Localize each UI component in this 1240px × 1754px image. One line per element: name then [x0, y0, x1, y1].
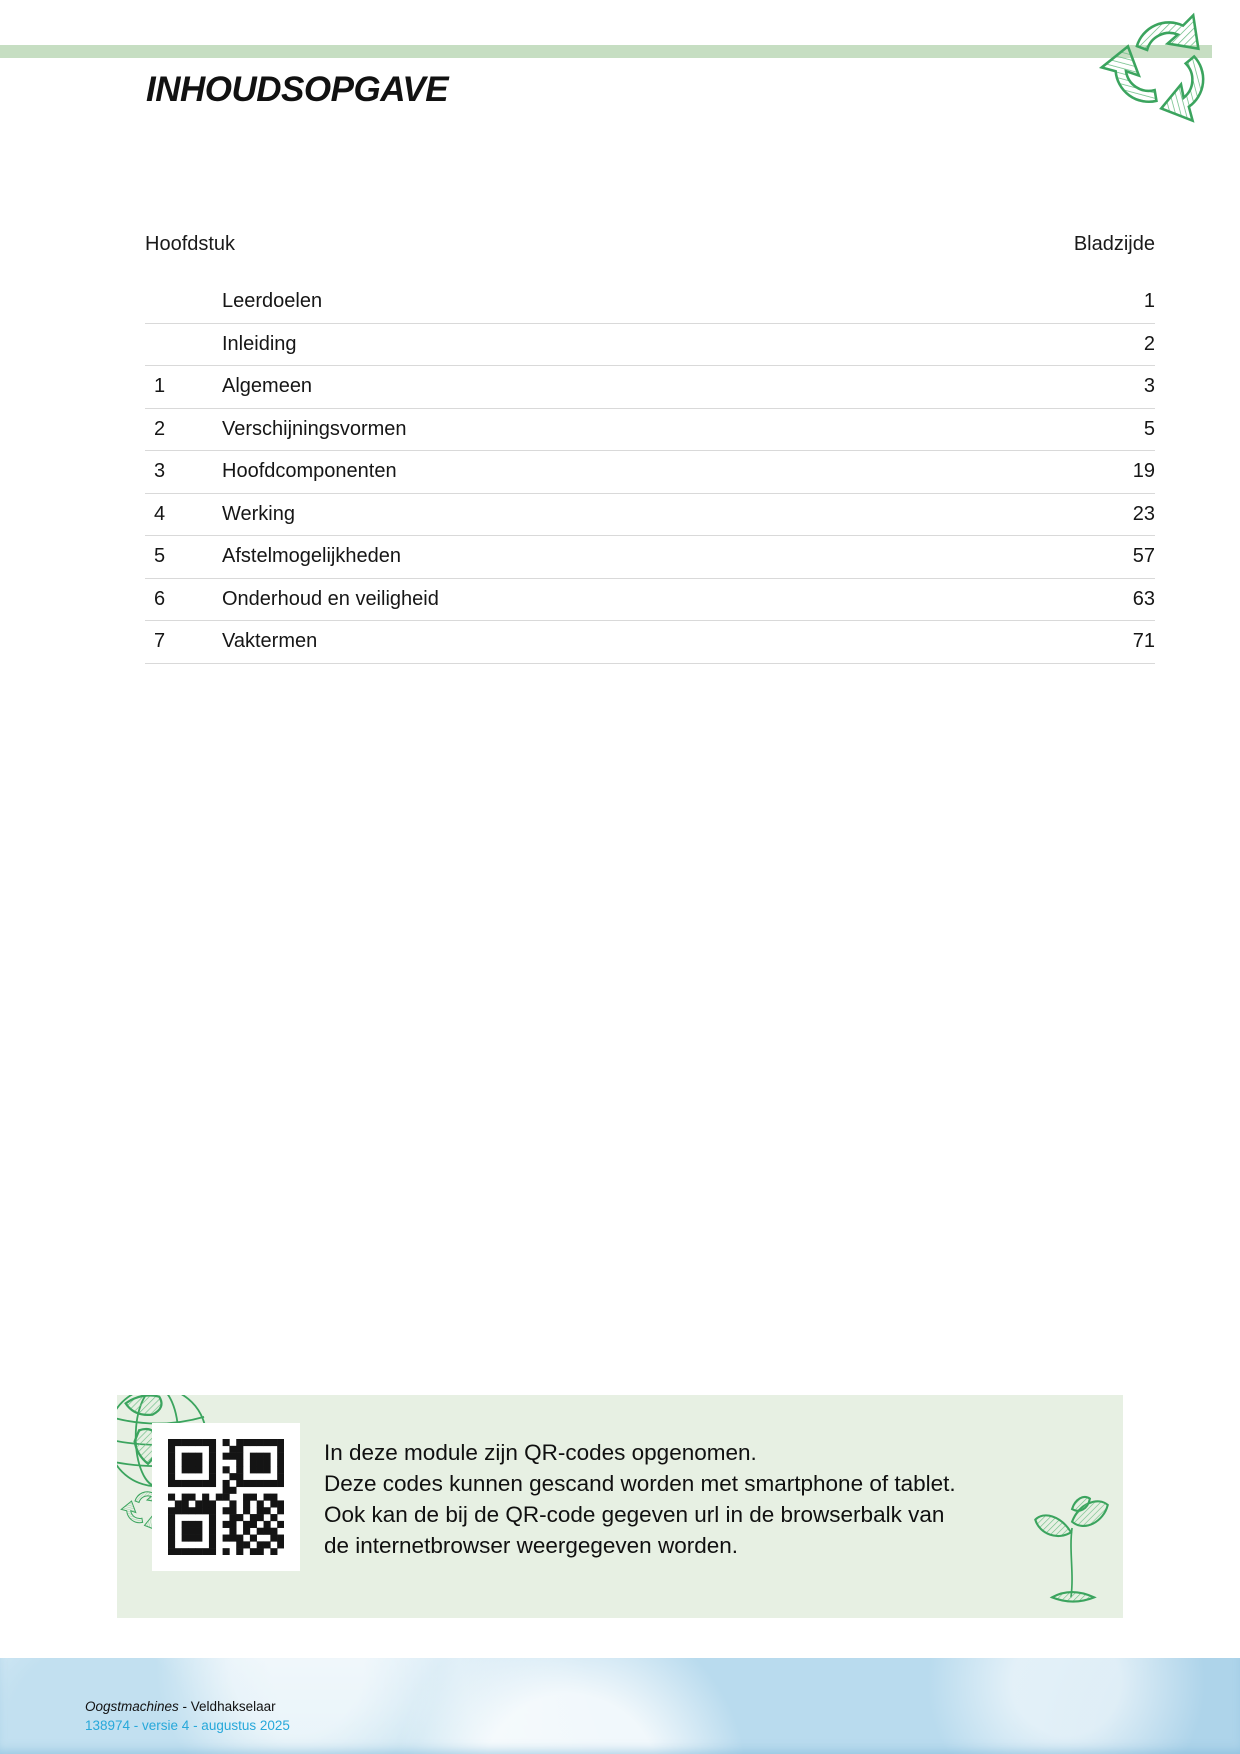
toc-row-number: 3 — [154, 460, 166, 483]
toc-row-title: Inleiding — [222, 332, 297, 355]
toc-row — [145, 281, 1155, 324]
toc-row-page: 23 — [1132, 502, 1155, 525]
toc-row-title: Vaktermen — [222, 630, 318, 653]
toc-row-number: 6 — [154, 587, 166, 610]
qr-info-line: de internetbrowser weergegeven worden. — [324, 1533, 738, 1558]
toc-row — [145, 536, 1155, 579]
toc-row-title: Onderhoud en veiligheid — [222, 587, 439, 610]
toc-header — [145, 233, 1155, 256]
toc-row-number: 5 — [154, 545, 166, 568]
toc-row-number: 7 — [154, 630, 166, 653]
footer-module-subtitle: - Veldhakselaar — [178, 1699, 276, 1714]
toc-row-title: Hoofdcomponenten — [222, 460, 397, 483]
toc-row-number: 2 — [154, 417, 166, 440]
footer-version-line: 138974 - versie 4 - augustus 2025 — [85, 1718, 290, 1733]
toc-header-page: Bladzijde — [1073, 233, 1155, 255]
page-title: INHOUDSOPGAVE — [146, 70, 449, 109]
toc-row-page: 1 — [1143, 290, 1155, 313]
toc-row-page: 5 — [1143, 417, 1155, 440]
toc-row — [145, 366, 1155, 409]
qr-info-line: Ook kan de bij de QR-code gegeven url in de browserbalk van — [324, 1502, 945, 1527]
footer — [85, 1697, 290, 1735]
qr-info-line: Deze codes kunnen gescand worden met smartphone of tablet. — [324, 1471, 956, 1496]
toc-row-title: Verschijningsvormen — [222, 417, 407, 440]
toc-row-page: 57 — [1132, 545, 1155, 568]
toc-row — [145, 621, 1155, 664]
seedling-icon — [1029, 1488, 1113, 1608]
qr-info-line: In deze module zijn QR-codes opgenomen. — [324, 1440, 757, 1465]
qr-card — [152, 1423, 300, 1571]
qr-info-box — [117, 1395, 1123, 1618]
toc-row-page: 63 — [1132, 587, 1155, 610]
toc-row-page: 3 — [1143, 375, 1155, 398]
footer-module-title — [85, 1697, 290, 1716]
qr-code-icon — [168, 1439, 284, 1555]
toc-row-number: 1 — [154, 375, 166, 398]
toc-row — [145, 579, 1155, 622]
toc-row-page: 2 — [1143, 332, 1155, 355]
toc-row-title: Leerdoelen — [222, 290, 323, 313]
toc-row — [145, 451, 1155, 494]
toc-row — [145, 494, 1155, 537]
toc-row-title: Algemeen — [222, 375, 313, 398]
toc-row — [145, 324, 1155, 367]
table-of-contents — [145, 233, 1155, 664]
toc-header-chapter: Hoofdstuk — [145, 233, 236, 255]
toc-row-title: Werking — [222, 502, 295, 525]
toc-row-number: 4 — [154, 502, 166, 525]
toc-row — [145, 409, 1155, 452]
recycle-icon — [1085, 0, 1240, 128]
top-accent-bar — [0, 45, 1212, 58]
footer-module-name: Oogstmachines — [85, 1699, 179, 1714]
toc-row-page: 71 — [1132, 630, 1155, 653]
toc-rows — [145, 281, 1155, 664]
toc-row-page: 19 — [1132, 460, 1155, 483]
qr-info-text — [324, 1437, 956, 1561]
toc-row-title: Afstelmogelijkheden — [222, 545, 401, 568]
